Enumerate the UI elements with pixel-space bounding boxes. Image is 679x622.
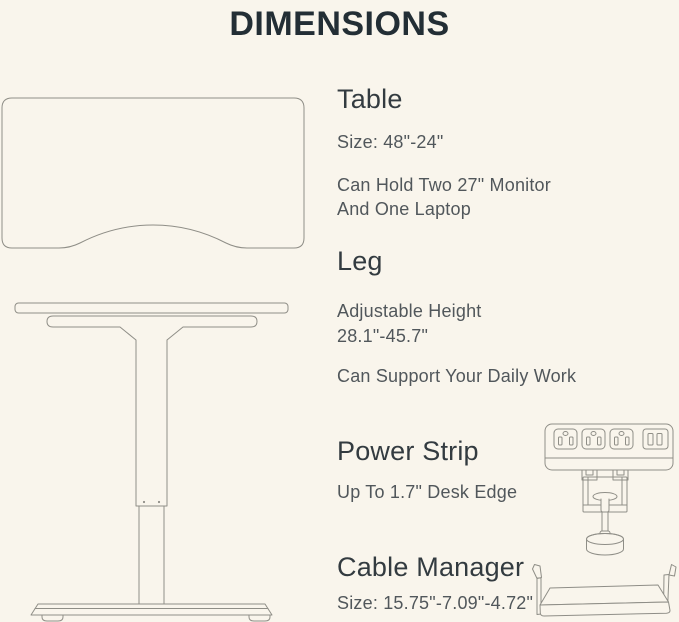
- tray-hook-left: [533, 565, 542, 579]
- table-capacity-line1: Can Hold Two 27" Monitor: [337, 175, 551, 195]
- power-strip-section-heading: Power Strip: [337, 436, 479, 466]
- desk-top-bar: [15, 303, 288, 313]
- clamp-pad-stem: [601, 499, 609, 512]
- clamp-tabs: [582, 470, 628, 480]
- table-size-text: Size: 48"-24": [337, 132, 444, 152]
- outlet-icon: [582, 429, 605, 449]
- desk-lower-leg: [139, 506, 164, 604]
- tray-front-face: [540, 602, 670, 616]
- desk-bracket-and-upper-leg: [47, 316, 257, 506]
- desk-side-view-illustration: [10, 300, 300, 622]
- outlet-icon: [554, 429, 577, 449]
- tabletop-top-view-illustration: [0, 90, 310, 255]
- leg-feature-line2: 28.1"-45.7": [337, 326, 429, 346]
- power-strip-body: [545, 424, 673, 470]
- outlet-icon: [610, 429, 633, 449]
- desk-foot-right: [249, 615, 270, 621]
- power-strip-illustration: [540, 420, 679, 557]
- desk-base: [31, 604, 272, 615]
- table-section-heading: Table: [337, 84, 403, 114]
- cable-tray-illustration: [525, 557, 679, 621]
- power-strip-note-text: Up To 1.7" Desk Edge: [337, 482, 518, 502]
- leg-note-text: Can Support Your Daily Work: [337, 366, 577, 386]
- page-title: DIMENSIONS: [229, 5, 450, 43]
- desk-clamp: [583, 477, 627, 555]
- leg-screw-dot: [143, 501, 145, 503]
- tray-hook-right: [669, 565, 676, 577]
- table-capacity-line2: And One Laptop: [337, 199, 471, 219]
- leg-feature-line1: Adjustable Height: [337, 301, 482, 321]
- leg-screw-dot: [158, 501, 160, 503]
- desk-foot-left: [42, 615, 63, 621]
- tabletop-outline: [2, 98, 304, 248]
- cable-manager-size-text: Size: 15.75"-7.09"-4.72": [337, 593, 534, 613]
- usb-ports-icon: [643, 429, 668, 449]
- leg-section-heading: Leg: [337, 246, 383, 276]
- clamp-screw-rod: [602, 512, 608, 532]
- cable-manager-section-heading: Cable Manager: [337, 552, 525, 582]
